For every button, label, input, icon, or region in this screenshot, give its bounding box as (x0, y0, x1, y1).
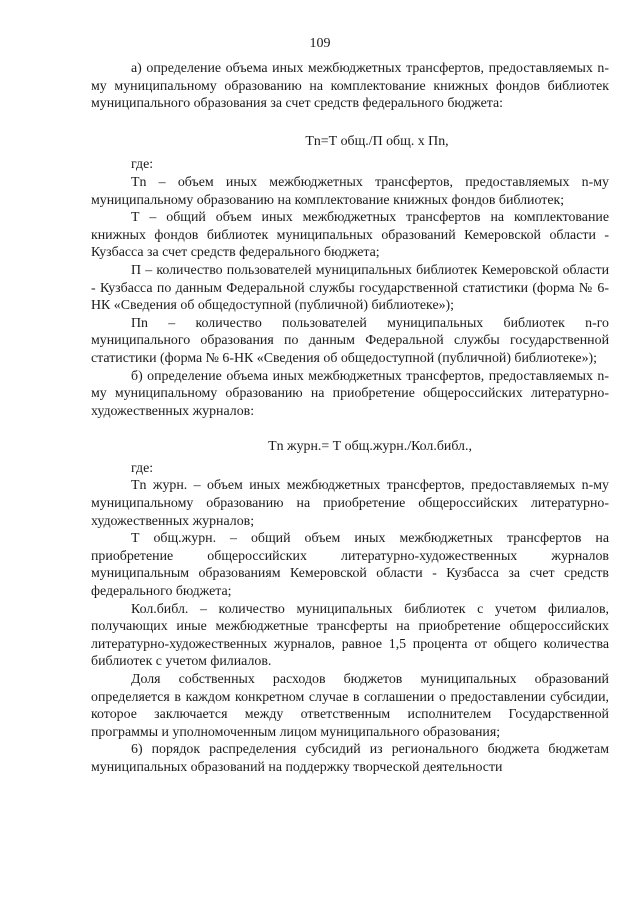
definition-p: П – количество пользователей муниципальных библиотек Кемеровской области - Кузбасса по данным Федеральной службы государственной статистики (форма № 6-НК «Сведения об общедоступной (публичной) библиотеке»); (91, 262, 609, 314)
paragraph-a-intro: а) определение объема иных межбюджетных трансфертов, предоставляемых n-му муниципальному образованию на комплектование книжных фондов библиотек муниципального образования за счет средств федерального бюджета: (91, 61, 609, 112)
document-body (91, 60, 609, 777)
where-label: где: (131, 157, 154, 173)
formula-tn-journals: Тn журн.= Т общ.журн./Кол.библ., (268, 439, 472, 455)
definition-t-journals: Т общ.журн. – общий объем иных межбюджетных трансфертов на приобретение общероссийских литературно-художественных журналов муниципальным образованиям Кемеровской области - Кузбасса за счет средств федерального бюджета; (91, 531, 609, 600)
definition-library-count: Кол.библ. – количество муниципальных библиотек с учетом филиалов, получающих иные межбюджетные трансферты на приобретение общероссийских литературно-художественных журналов, равное 1,5 процента от общего количества библиотек с учетом филиалов. (91, 601, 609, 670)
paragraph-b-intro: б) определение объема иных межбюджетных трансфертов, предоставляемых n-му муниципальному образованию на приобретение общероссийских литературно-художественных журналов: (91, 368, 609, 419)
paragraph-cofinancing: Доля собственных расходов бюджетов муниципальных образований определяется в каждом конкретном случае в соглашении о предоставлении субсидии, которое заключается между ответственным исполнителем Государственной программы и уполномоченным лицом муниципального образования; (91, 672, 609, 740)
definition-tn: Тn – объем иных межбюджетных трансфертов, предоставляемых n-му муниципальному образованию на комплектование книжных фондов библиотек; (91, 174, 609, 208)
where-label: где: (131, 460, 154, 476)
page-number: 109 (309, 36, 331, 51)
definition-pn: Пn – количество пользователей муниципальных библиотек n-го муниципального образования по данным Федеральной службы государственной статистики (форма № 6-НК «Сведения об общедоступной (публичной) библиотеке»); (91, 315, 609, 366)
definition-t: Т – общий объем иных межбюджетных трансфертов на комплектование книжных фондов библиотек муниципальных образований Кемеровской области - Кузбасса за счет средств федерального бюджета; (91, 210, 609, 261)
paragraph-6-distribution: 6) порядок распределения субсидий из регионального бюджета бюджетам муниципальных образований на поддержку творческой деятельности (91, 742, 609, 775)
definition-tn-journals: Тn журн. – объем иных межбюджетных трансфертов, предоставляемых n-му муниципальному образованию на приобретение общероссийских литературно-художественных журналов; (91, 478, 609, 529)
formula-tn: Тn=Т общ./П общ. х Пn, (305, 133, 449, 149)
